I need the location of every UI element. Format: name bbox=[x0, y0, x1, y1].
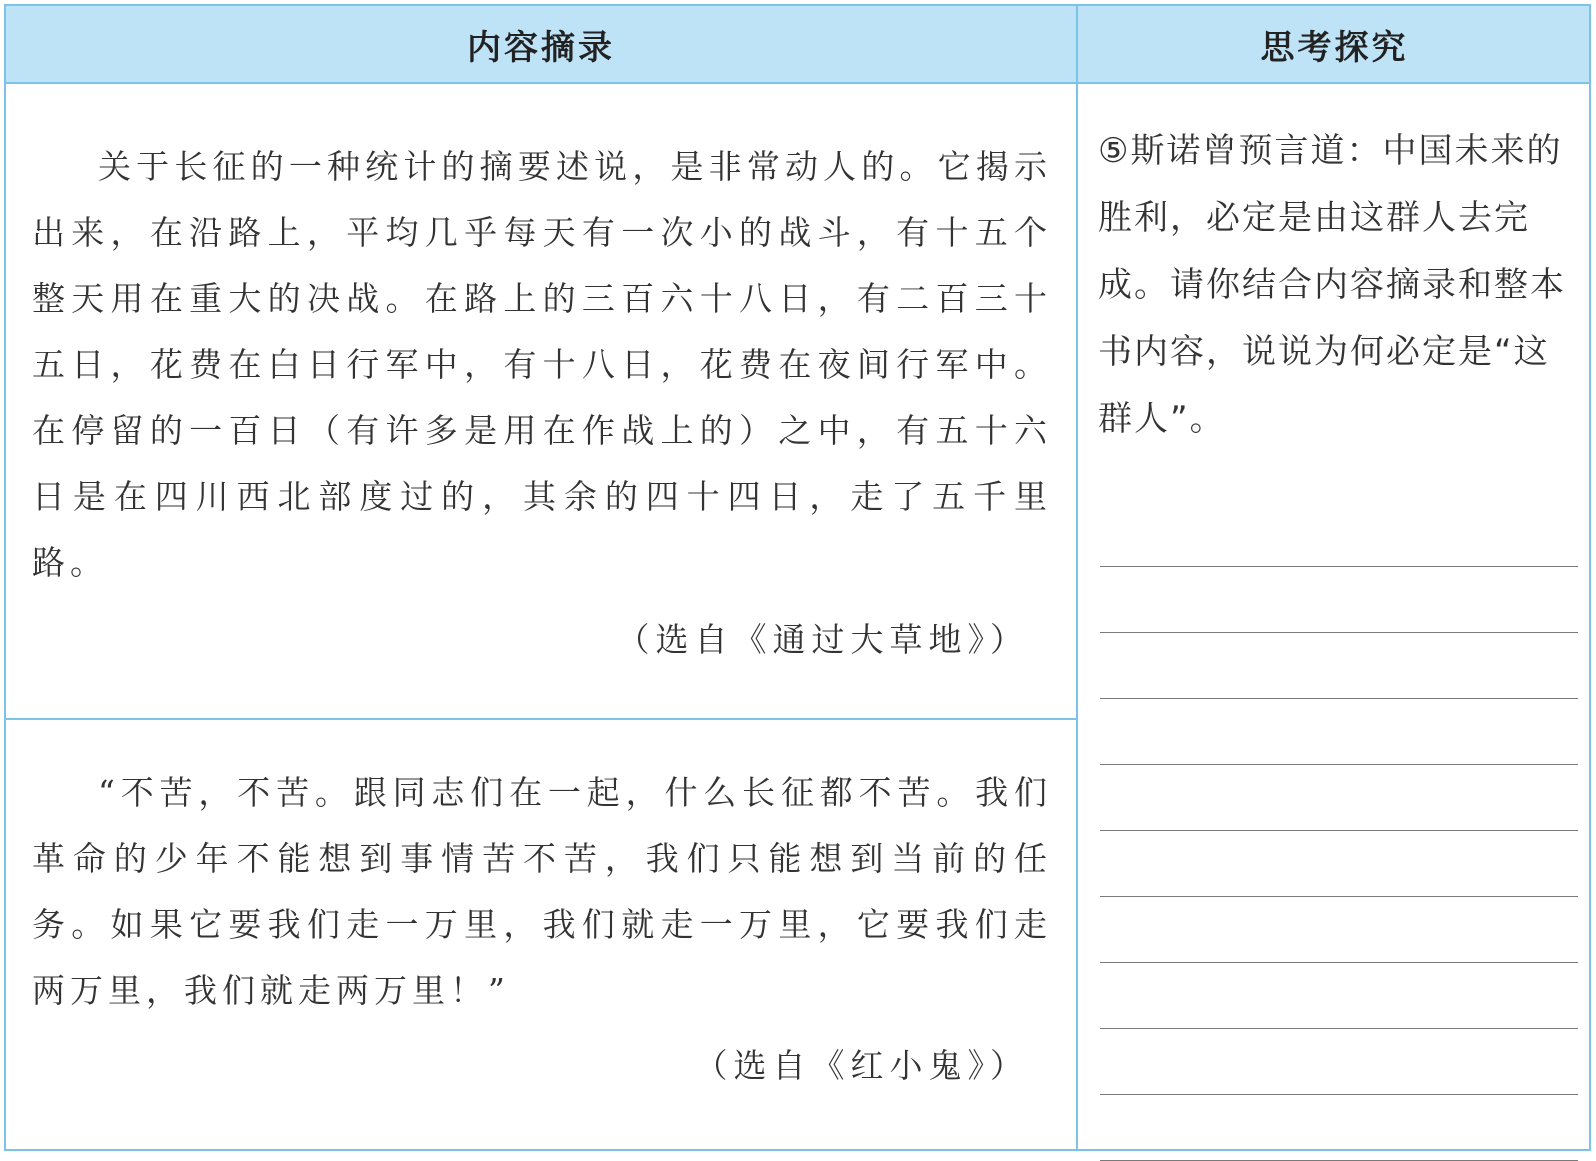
question-text: ⑤斯诺曾预言道：中国未来的胜利，必定是由这群人去完成。请你结合内容摘录和整本书内容，说说为何必定是“这群人”。 bbox=[1098, 131, 1566, 439]
table-header bbox=[6, 6, 1589, 84]
excerpt-2 bbox=[32, 760, 1052, 1024]
answer-line[interactable] bbox=[1100, 1095, 1578, 1161]
answer-line[interactable] bbox=[1100, 1029, 1578, 1095]
row-divider bbox=[6, 718, 1076, 720]
answer-line[interactable] bbox=[1100, 831, 1578, 897]
excerpt-2-text: “不苦，不苦。跟同志们在一起，什么长征都不苦。我们革命的少年不能想到事情苦不苦，我们只能想到当前的任务。如果它要我们走一万里，我们就走一万里，它要我们走两万里，我们就走两万里！” bbox=[32, 773, 1052, 1010]
header-excerpt: 内容摘录 bbox=[467, 27, 615, 68]
reading-table bbox=[4, 4, 1591, 1151]
excerpt-1 bbox=[32, 134, 1052, 596]
answer-line[interactable] bbox=[1100, 633, 1578, 699]
column-divider bbox=[1076, 6, 1078, 1149]
excerpt-1-text: 关于长征的一种统计的摘要述说，是非常动人的。它揭示出来，在沿路上，平均几乎每天有一次小的战斗，有十五个整天用在重大的决战。在路上的三百六十八日，有二百三十五日，花费在白日行军中，有十八日，花费在夜间行军中。在停留的一百日（有许多是用在作战上的）之中，有五十六日是在四川西北部度过的，其余的四十四日，走了五千里路。 bbox=[32, 147, 1052, 582]
answer-line[interactable] bbox=[1100, 897, 1578, 963]
excerpt-1-source: （选自《通过大草地》） bbox=[616, 620, 1029, 659]
answer-line[interactable] bbox=[1100, 501, 1578, 567]
answer-line[interactable] bbox=[1100, 963, 1578, 1029]
answer-line[interactable] bbox=[1100, 567, 1578, 633]
header-thinking: 思考探究 bbox=[1260, 27, 1409, 68]
answer-area[interactable] bbox=[1100, 501, 1578, 1161]
answer-line[interactable] bbox=[1100, 765, 1578, 831]
answer-line[interactable] bbox=[1100, 699, 1578, 765]
excerpt-2-source: （选自《红小鬼》） bbox=[694, 1046, 1029, 1085]
